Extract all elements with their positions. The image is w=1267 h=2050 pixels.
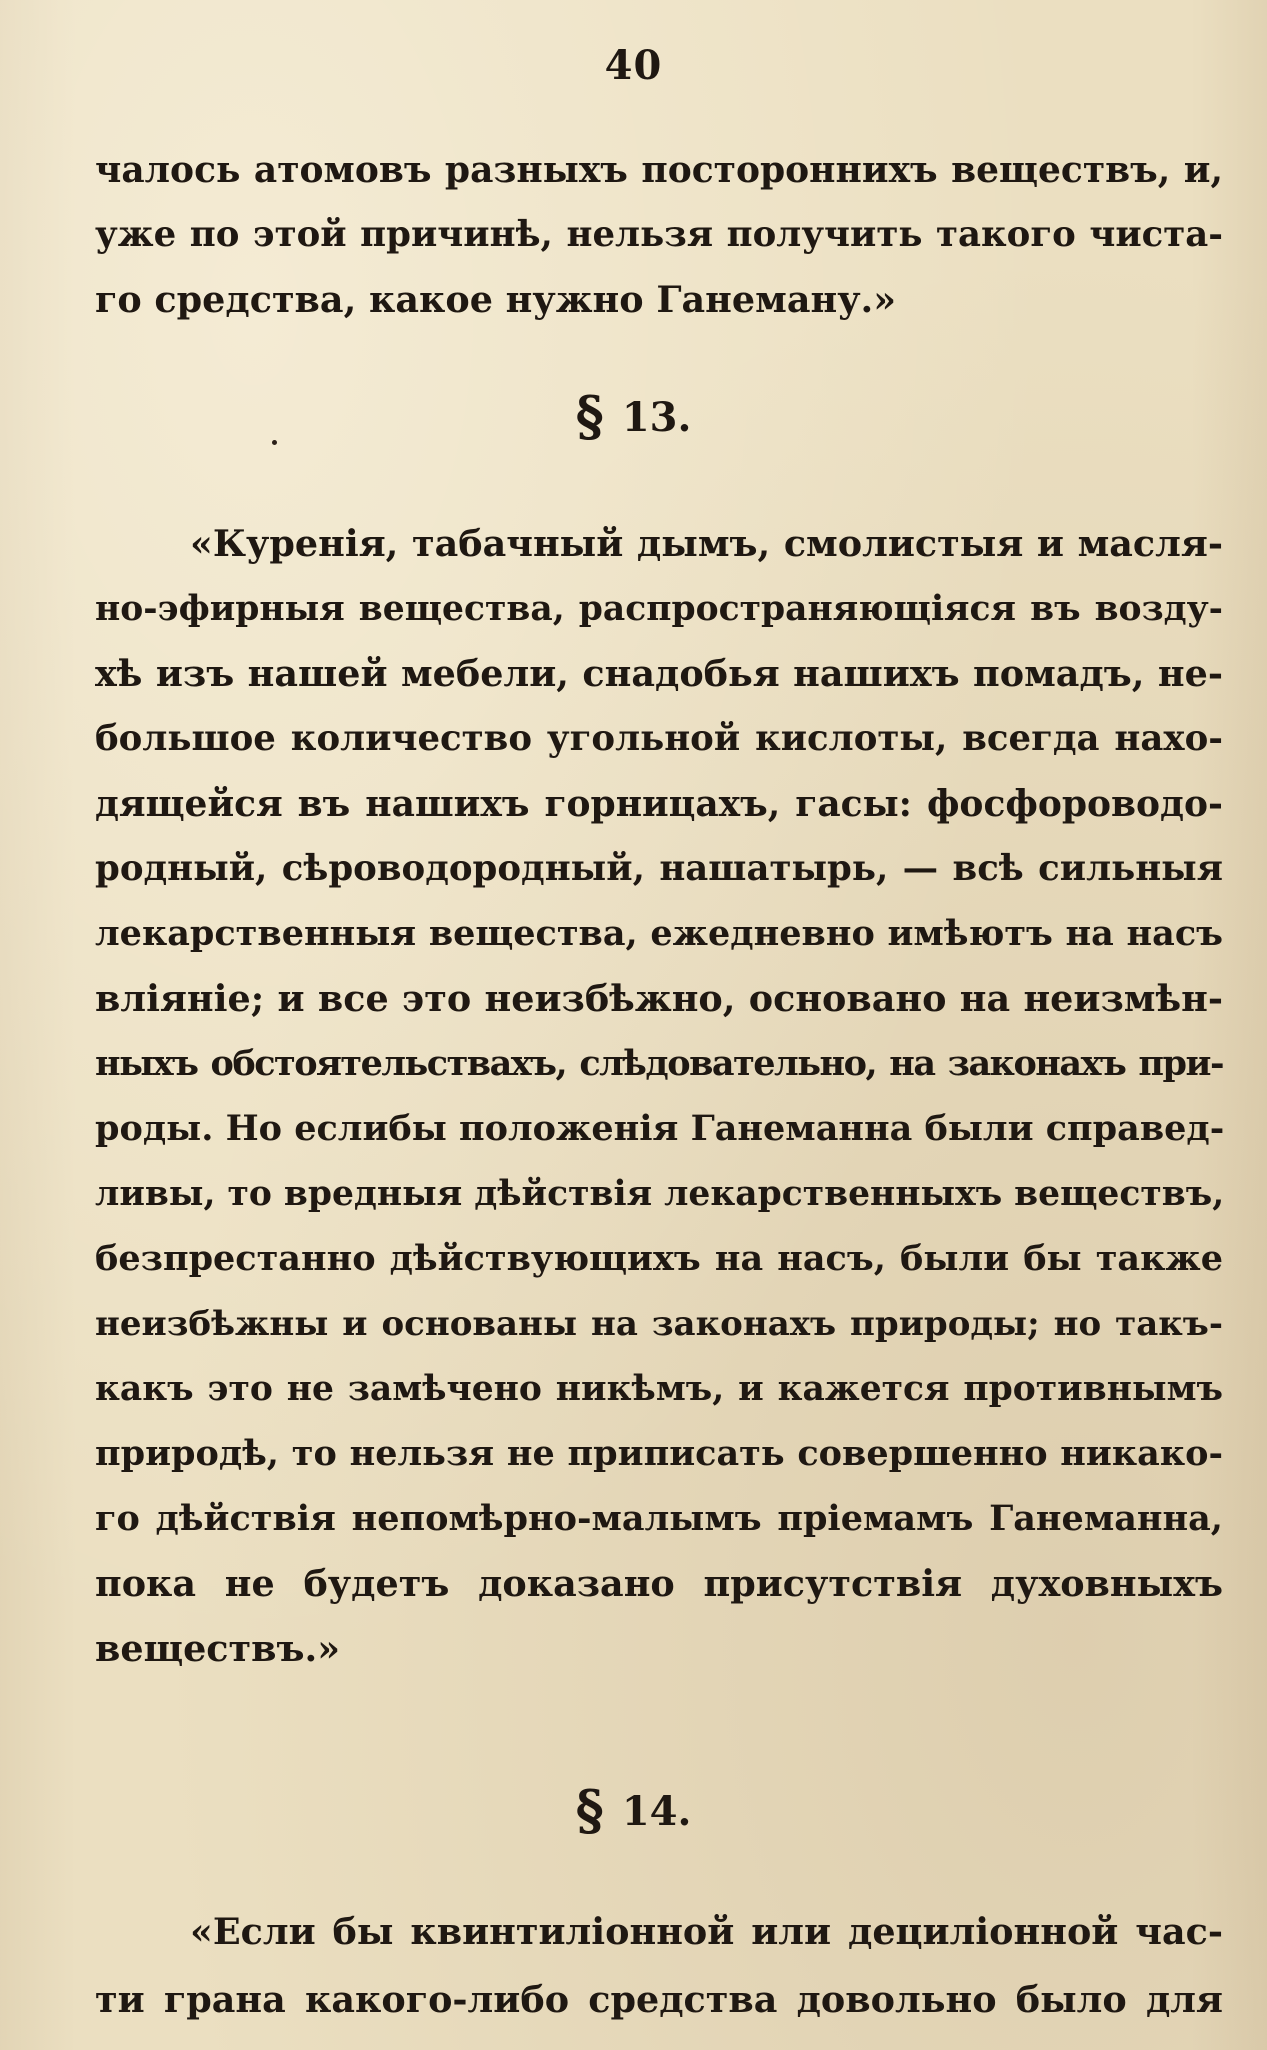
text-line: родный, сѣроводородный, нашатырь, — всѣ сильныя: [95, 848, 1223, 889]
text-line: вліяніе; и все это неизбѣжно, основано на неизмѣн-: [95, 977, 1223, 1020]
text-line: природѣ, то нельзя не приписать совершенно никако-: [95, 1433, 1223, 1474]
section-heading-14: [0, 1778, 1267, 1842]
section-number: 14.: [621, 1788, 692, 1835]
ink-speck: [272, 440, 277, 445]
text-line: го дѣйствія непомѣрно-малымъ пріемамъ Ганеманна,: [95, 1498, 1223, 1539]
text-line: лекарственныя вещества, ежедневно имѣютъ на насъ: [95, 913, 1223, 954]
text-line: большое количество угольной кислоты, всегда нахо-: [95, 718, 1223, 759]
text-line: «Если бы квинтиліонной или дециліонной час-: [190, 1910, 1223, 1953]
section-number: 13.: [621, 394, 692, 441]
text-line: хѣ изъ нашей мебели, снадобья нашихъ помадъ, не-: [95, 652, 1223, 695]
section-heading-13: [0, 384, 1267, 448]
text-line: ливы, то вредныя дѣйствія лекарственныхъ веществъ,: [95, 1174, 1225, 1214]
page-number: 40: [604, 42, 663, 89]
text-line: неизбѣжны и основаны на законахъ природы; но такъ-: [95, 1304, 1223, 1344]
text-line: роды. Но еслибы положенія Ганеманна были справед-: [95, 1108, 1225, 1149]
section-sign: §: [575, 384, 604, 448]
text-line: ныхъ обстоятельствахъ, слѣдовательно, на законахъ при-: [95, 1043, 1223, 1084]
text-line: пока не будетъ доказано присутствія духовныхъ: [95, 1562, 1223, 1605]
text-line: веществъ.»: [95, 1627, 341, 1670]
text-line: ти грана какого-либо средства довольно было для: [95, 1978, 1223, 2021]
text-line: но-эфирныя вещества, распространяющіяся въ возду-: [95, 589, 1223, 629]
text-line: го средства, какое нужно Ганеману.»: [95, 278, 897, 321]
section-sign: §: [575, 1778, 604, 1842]
text-line: уже по этой причинѣ, нельзя получить такого чиста-: [95, 214, 1223, 255]
text-line: чалось атомовъ разныхъ постороннихъ веществъ, и,: [95, 149, 1223, 191]
text-line: какъ это не замѣчено никѣмъ, и кажется противнымъ: [95, 1369, 1223, 1409]
text-line: дящейся въ нашихъ горницахъ, гасы: фосфороводо-: [95, 783, 1223, 825]
text-line: «Куренія, табачный дымъ, смолистыя и масля-: [190, 522, 1223, 565]
text-line: безпрестанно дѣйствующихъ на насъ, были бы также: [95, 1238, 1223, 1279]
